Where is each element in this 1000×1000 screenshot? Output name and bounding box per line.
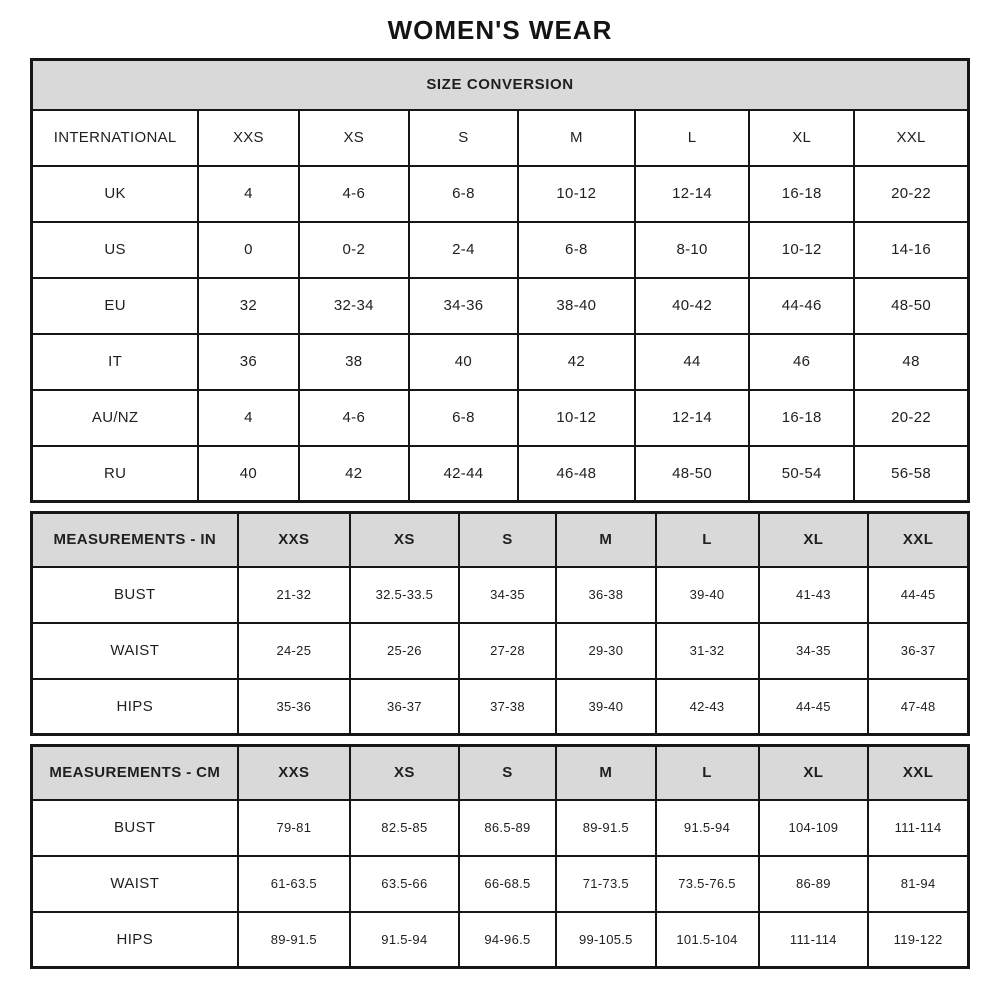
value-cell: 89-91.5	[238, 912, 350, 968]
value-cell: 94-96.5	[459, 912, 556, 968]
measurements-cm-table	[30, 744, 970, 969]
row-label: EU	[32, 278, 199, 334]
table-row	[32, 856, 969, 912]
value-cell: 91.5-94	[350, 912, 459, 968]
value-cell: 21-32	[238, 567, 350, 623]
row-label: UK	[32, 166, 199, 222]
value-cell: 48-50	[854, 278, 968, 334]
size-header-cell: XS	[350, 513, 459, 567]
value-cell: 14-16	[854, 222, 968, 278]
size-conversion-table	[30, 58, 970, 503]
value-cell: 39-40	[556, 679, 655, 735]
value-cell: 34-36	[409, 278, 518, 334]
value-cell: 6-8	[518, 222, 635, 278]
value-cell: 32.5-33.5	[350, 567, 459, 623]
row-label: IT	[32, 334, 199, 390]
value-cell: 48	[854, 334, 968, 390]
table-row	[32, 912, 969, 968]
value-cell: 8-10	[635, 222, 749, 278]
size-header-row	[32, 110, 969, 166]
value-cell: 50-54	[749, 446, 854, 502]
value-cell: 38-40	[518, 278, 635, 334]
value-cell: 40	[409, 334, 518, 390]
measurements-in-title: MEASUREMENTS - IN	[32, 513, 238, 567]
row-label: WAIST	[32, 623, 238, 679]
table-row	[32, 222, 969, 278]
value-cell: 39-40	[656, 567, 759, 623]
table-row	[32, 166, 969, 222]
value-cell: 48-50	[635, 446, 749, 502]
table-row	[32, 334, 969, 390]
value-cell: 16-18	[749, 166, 854, 222]
value-cell: 61-63.5	[238, 856, 350, 912]
value-cell: 24-25	[238, 623, 350, 679]
value-cell: 12-14	[635, 166, 749, 222]
size-header-cell: M	[556, 513, 655, 567]
value-cell: 4	[198, 390, 298, 446]
row-label: AU/NZ	[32, 390, 199, 446]
size-header-cell: M	[556, 746, 655, 800]
value-cell: 42	[518, 334, 635, 390]
size-header-cell: L	[656, 513, 759, 567]
table-row	[32, 567, 969, 623]
size-header-cell: XXS	[238, 746, 350, 800]
value-cell: 86-89	[759, 856, 869, 912]
value-cell: 0-2	[299, 222, 410, 278]
measurements-in-table	[30, 511, 970, 736]
value-cell: 46-48	[518, 446, 635, 502]
value-cell: 6-8	[409, 166, 518, 222]
size-header-cell: M	[518, 110, 635, 166]
value-cell: 81-94	[868, 856, 968, 912]
value-cell: 44	[635, 334, 749, 390]
size-header-cell: L	[635, 110, 749, 166]
size-header-cell: XXS	[238, 513, 350, 567]
row-label: HIPS	[32, 912, 238, 968]
size-header-cell: XXS	[198, 110, 298, 166]
row-label: WAIST	[32, 856, 238, 912]
value-cell: 31-32	[656, 623, 759, 679]
value-cell: 36-37	[350, 679, 459, 735]
row-label: BUST	[32, 567, 238, 623]
value-cell: 42	[299, 446, 410, 502]
measurements-cm-body	[32, 800, 969, 968]
size-header-cell: XS	[299, 110, 410, 166]
value-cell: 99-105.5	[556, 912, 655, 968]
value-cell: 6-8	[409, 390, 518, 446]
value-cell: 20-22	[854, 166, 968, 222]
size-header-cell: XL	[759, 746, 869, 800]
size-header-cell: XS	[350, 746, 459, 800]
value-cell: 35-36	[238, 679, 350, 735]
value-cell: 36	[198, 334, 298, 390]
value-cell: 36-38	[556, 567, 655, 623]
value-cell: 32	[198, 278, 298, 334]
value-cell: 44-46	[749, 278, 854, 334]
value-cell: 36-37	[868, 623, 968, 679]
value-cell: 44-45	[759, 679, 869, 735]
value-cell: 42-44	[409, 446, 518, 502]
table-row	[32, 446, 969, 502]
value-cell: 32-34	[299, 278, 410, 334]
value-cell: 4-6	[299, 390, 410, 446]
value-cell: 27-28	[459, 623, 556, 679]
row-label: HIPS	[32, 679, 238, 735]
value-cell: 10-12	[518, 166, 635, 222]
size-header-cell: S	[409, 110, 518, 166]
value-cell: 111-114	[759, 912, 869, 968]
table-row	[32, 800, 969, 856]
value-cell: 91.5-94	[656, 800, 759, 856]
value-cell: 10-12	[518, 390, 635, 446]
size-header-cell: XXL	[854, 110, 968, 166]
value-cell: 4	[198, 166, 298, 222]
size-header-cell: XL	[759, 513, 869, 567]
table-row	[32, 623, 969, 679]
value-cell: 46	[749, 334, 854, 390]
value-cell: 40-42	[635, 278, 749, 334]
row-label: RU	[32, 446, 199, 502]
value-cell: 47-48	[868, 679, 968, 735]
table-row	[32, 390, 969, 446]
row-label: BUST	[32, 800, 238, 856]
value-cell: 16-18	[749, 390, 854, 446]
value-cell: 2-4	[409, 222, 518, 278]
page-title: WOMEN'S WEAR	[387, 15, 613, 45]
value-cell: 4-6	[299, 166, 410, 222]
measurements-in-body	[32, 567, 969, 735]
value-cell: 34-35	[459, 567, 556, 623]
value-cell: 40	[198, 446, 298, 502]
table-title-row	[32, 60, 969, 110]
measurements-in-header-row	[32, 513, 969, 567]
size-header-cell: S	[459, 513, 556, 567]
value-cell: 37-38	[459, 679, 556, 735]
value-cell: 66-68.5	[459, 856, 556, 912]
value-cell: 25-26	[350, 623, 459, 679]
value-cell: 104-109	[759, 800, 869, 856]
international-header: INTERNATIONAL	[32, 110, 199, 166]
value-cell: 34-35	[759, 623, 869, 679]
value-cell: 71-73.5	[556, 856, 655, 912]
value-cell: 82.5-85	[350, 800, 459, 856]
value-cell: 119-122	[868, 912, 968, 968]
value-cell: 111-114	[868, 800, 968, 856]
value-cell: 38	[299, 334, 410, 390]
value-cell: 41-43	[759, 567, 869, 623]
value-cell: 29-30	[556, 623, 655, 679]
value-cell: 86.5-89	[459, 800, 556, 856]
value-cell: 12-14	[635, 390, 749, 446]
value-cell: 73.5-76.5	[656, 856, 759, 912]
value-cell: 63.5-66	[350, 856, 459, 912]
table-row	[32, 679, 969, 735]
value-cell: 79-81	[238, 800, 350, 856]
table-row	[32, 278, 969, 334]
value-cell: 0	[198, 222, 298, 278]
row-label: US	[32, 222, 199, 278]
value-cell: 42-43	[656, 679, 759, 735]
value-cell: 101.5-104	[656, 912, 759, 968]
size-header-cell: XXL	[868, 746, 968, 800]
value-cell: 89-91.5	[556, 800, 655, 856]
size-header-cell: XL	[749, 110, 854, 166]
size-conversion-title: SIZE CONVERSION	[32, 60, 969, 110]
size-header-cell: S	[459, 746, 556, 800]
value-cell: 20-22	[854, 390, 968, 446]
size-header-cell: XXL	[868, 513, 968, 567]
measurements-cm-header-row	[32, 746, 969, 800]
value-cell: 56-58	[854, 446, 968, 502]
value-cell: 10-12	[749, 222, 854, 278]
size-header-cell: L	[656, 746, 759, 800]
value-cell: 44-45	[868, 567, 968, 623]
measurements-cm-title: MEASUREMENTS - CM	[32, 746, 238, 800]
size-conversion-body	[32, 166, 969, 502]
